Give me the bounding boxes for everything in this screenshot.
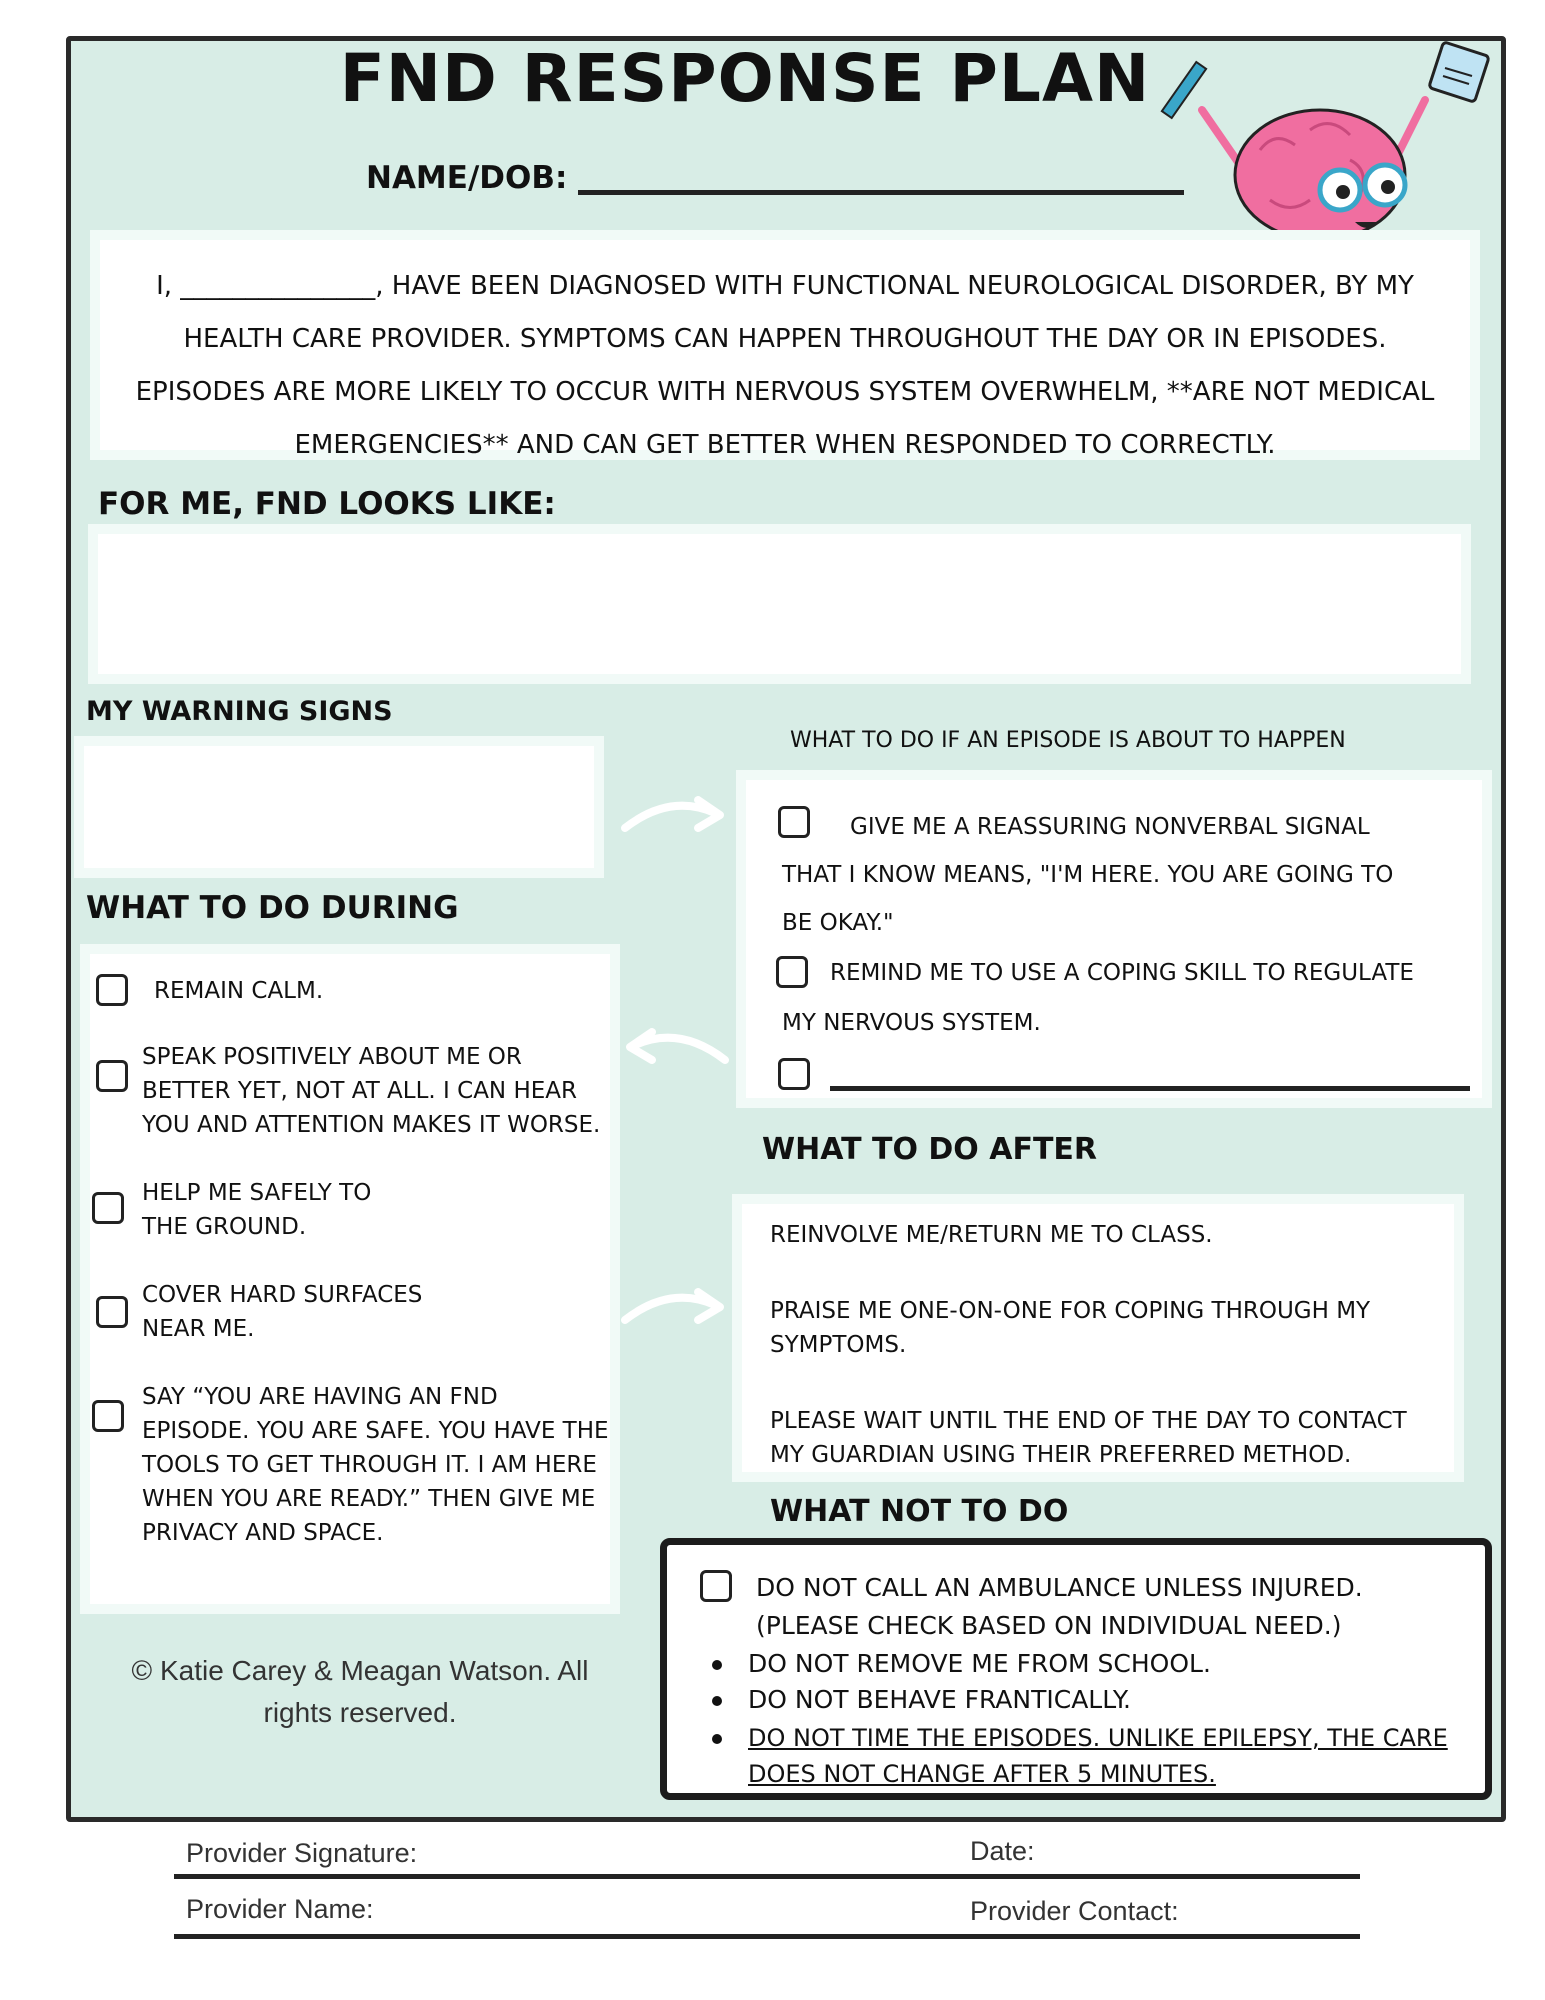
warning-signs-field[interactable] xyxy=(84,746,594,868)
provider-name-label: Provider Name: xyxy=(186,1894,374,1924)
during-checkbox-1[interactable] xyxy=(96,974,128,1006)
not-heading: WHAT NOT TO DO xyxy=(770,1494,1069,1529)
episode-checkbox-3[interactable] xyxy=(778,1058,810,1090)
bullet-dot-icon xyxy=(712,1696,722,1706)
not-checkbox-1[interactable] xyxy=(700,1570,732,1602)
arrow-left-icon xyxy=(620,1020,730,1070)
episode-checkbox-1[interactable] xyxy=(778,806,810,838)
during-checkbox-3[interactable] xyxy=(92,1192,124,1224)
name-dob-field[interactable] xyxy=(578,190,1184,195)
episode-custom-line[interactable] xyxy=(830,1086,1470,1091)
bullet-dot-icon xyxy=(712,1734,722,1744)
during-checkbox-2[interactable] xyxy=(96,1060,128,1092)
provider-contact-label: Provider Contact: xyxy=(970,1896,1179,1926)
episode-checkbox-2[interactable] xyxy=(776,956,808,988)
after-item-2: PRAISE ME ONE-ON-ONE FOR COPING THROUGH MY SYMPTOMS. xyxy=(770,1298,1371,1358)
during-item-5: SAY “YOU ARE HAVING AN FND EPISODE. YOU ARE SAFE. YOU HAVE THE TOOLS TO GET THROUGH IT. I AM HERE WHEN YOU ARE READY.” THEN GIVE ME PRIVACY AND SPACE. xyxy=(142,1384,609,1546)
after-heading: WHAT TO DO AFTER xyxy=(762,1132,1098,1167)
during-item-4: COVER HARD SURFACES NEAR ME. xyxy=(142,1282,423,1342)
arrow-right-icon-2 xyxy=(620,1280,730,1330)
name-contact-line[interactable] xyxy=(174,1934,1360,1939)
episode-item-2: REMIND ME TO USE A COPING SKILL TO REGULATE xyxy=(830,960,1414,986)
episode-item-1: GIVE ME A REASSURING NONVERBAL SIGNAL xyxy=(850,814,1370,840)
warning-signs-heading: MY WARNING SIGNS xyxy=(86,696,393,727)
not-item-1b: (PLEASE CHECK BASED ON INDIVIDUAL NEED.) xyxy=(756,1611,1342,1640)
not-item-4b: DOES NOT CHANGE AFTER 5 MINUTES. xyxy=(748,1760,1216,1788)
bullet-dot-icon xyxy=(712,1660,722,1670)
episode-heading: WHAT TO DO IF AN EPISODE IS ABOUT TO HAPPEN xyxy=(790,728,1346,753)
not-item-1: DO NOT CALL AN AMBULANCE UNLESS INJURED. xyxy=(756,1573,1363,1602)
arrow-right-icon xyxy=(620,788,730,838)
not-item-2: DO NOT REMOVE ME FROM SCHOOL. xyxy=(748,1649,1211,1678)
after-item-3: PLEASE WAIT UNTIL THE END OF THE DAY TO CONTACT MY GUARDIAN USING THEIR PREFERRED METHOD. xyxy=(770,1408,1407,1468)
after-item-1: REINVOLVE ME/RETURN ME TO CLASS. xyxy=(770,1222,1213,1248)
intro-statement: I, _______________, HAVE BEEN DIAGNOSED WITH FUNCTIONAL NEUROLOGICAL DISORDER, BY MY HEALTH CARE PROVIDER. SYMPTOMS CAN HAPPEN THROUGHOUT THE DAY OR IN EPISODES. EPISODES ARE MORE LIKELY TO OCCUR WITH NERVOUS SYSTEM OVERWHELM, **ARE NOT MEDICAL EMERGENCIES** AND CAN GET BETTER WHEN RESPONDED TO CORRECTLY. xyxy=(100,240,1470,450)
looks-like-heading: FOR ME, FND LOOKS LIKE: xyxy=(98,486,556,522)
not-item-3: DO NOT BEHAVE FRANTICALLY. xyxy=(748,1685,1131,1714)
name-dob-label: NAME/DOB: xyxy=(366,160,568,196)
episode-item-1c: BE OKAY." xyxy=(782,910,894,936)
brain-mascot-icon xyxy=(1160,40,1500,270)
during-item-1: REMAIN CALM. xyxy=(154,978,324,1004)
page-title: FND RESPONSE PLAN xyxy=(339,40,1151,117)
not-item-4: DO NOT TIME THE EPISODES. UNLIKE EPILEPSY, THE CARE xyxy=(748,1724,1448,1752)
date-label: Date: xyxy=(970,1836,1035,1866)
during-checkbox-4[interactable] xyxy=(96,1296,128,1328)
during-item-2: SPEAK POSITIVELY ABOUT ME OR BETTER YET, NOT AT ALL. I CAN HEAR YOU AND ATTENTION MAKES IT WORSE. xyxy=(142,1044,601,1138)
copyright-notice: © Katie Carey & Meagan Watson. All rights reserved. xyxy=(131,1655,589,1728)
signature-date-line[interactable] xyxy=(174,1874,1360,1879)
during-item-3: HELP ME SAFELY TO THE GROUND. xyxy=(142,1180,372,1240)
during-checkbox-5[interactable] xyxy=(92,1400,124,1432)
during-heading: WHAT TO DO DURING xyxy=(86,890,459,926)
looks-like-field[interactable] xyxy=(98,534,1461,674)
episode-item-2b: MY NERVOUS SYSTEM. xyxy=(782,1010,1041,1036)
episode-item-1b: THAT I KNOW MEANS, "I'M HERE. YOU ARE GOING TO xyxy=(782,862,1394,888)
provider-signature-label: Provider Signature: xyxy=(186,1838,418,1868)
